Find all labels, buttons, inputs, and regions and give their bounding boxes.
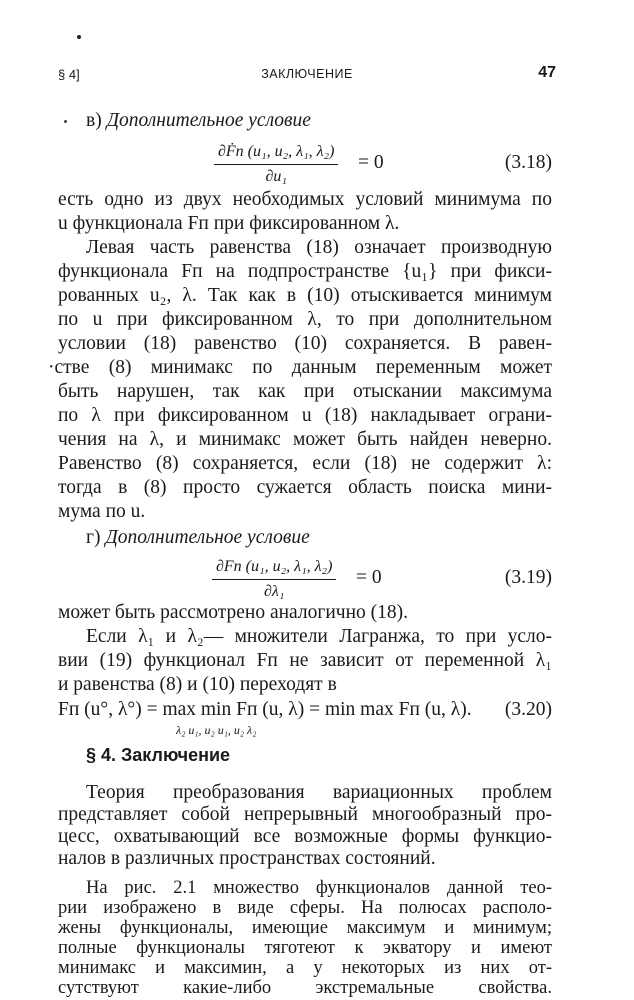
running-head-title: ЗАКЛЮЧЕНИЕ — [261, 67, 353, 81]
paragraph-2-line: тогда в (8) просто сужается область поиска мини- — [58, 477, 552, 498]
subsection-v-title: Дополнительное условие — [106, 110, 311, 131]
subsection-g-heading — [86, 526, 580, 550]
paragraph-6-line: полные функционалы тяготеют к экватору и имеют — [58, 938, 552, 958]
paragraph-6-line: сутствуют какие-либо экстремальные свойства. — [58, 978, 552, 998]
subsection-g-label: г) — [86, 527, 101, 548]
formula-3-18-rhs: = 0 — [358, 152, 384, 173]
formula-3-18 — [0, 142, 634, 192]
subsection-v-label: в) — [86, 110, 102, 131]
formula-3-18-denominator: ∂u₁ — [265, 168, 287, 185]
print-speck — [77, 35, 81, 39]
page-number: 47 — [538, 64, 556, 81]
formula-3-19-number: (3.19) — [504, 567, 552, 588]
formula-3-19-fraction — [212, 557, 336, 602]
formula-3-20-number: (3.20) — [504, 699, 552, 720]
formula-3-18-numerator: ∂Ḟп (u₁, u₂, λ₁, λ₂) — [214, 142, 338, 165]
margin-dot — [64, 120, 67, 123]
formula-3-20-subscripts: λ₂ u₁, u₂ u₁, u₂ λ₂ — [176, 723, 257, 737]
paragraph-6-line: жены функционалы, имеющие максимум и минимум; — [58, 918, 552, 938]
paragraph-2-line: мума по u. — [58, 501, 146, 522]
formula-3-19 — [0, 557, 634, 607]
formula-3-18-number: (3.18) — [504, 152, 552, 173]
paragraph-4-line: вии (19) функционал Fп не зависит от переменной λ₁ — [58, 650, 552, 671]
paragraph-6-line: рии изображено в виде сферы. На полюсах располо- — [58, 898, 552, 918]
paragraph-6-line: На рис. 2.1 множество функционалов данной тео- — [86, 878, 552, 898]
formula-3-19-denominator: ∂λ₁ — [264, 583, 285, 600]
paragraph-2-line: ·стве (8) минимакс по данным переменным может — [48, 357, 552, 378]
subsection-v-heading — [86, 109, 580, 133]
paragraph-2-line: условии (18) равенство (10) сохраняется. В равен- — [58, 333, 552, 354]
paragraph-1-line: u функционала Fп при фиксированном λ. — [58, 213, 400, 234]
running-head-section: § 4] — [58, 67, 80, 82]
paragraph-2-line: быть нарушен, так как при отыскании максимума — [58, 381, 552, 402]
formula-3-20 — [58, 699, 552, 745]
paragraph-5-line: налов в различных пространствах состояний. — [58, 848, 436, 869]
paragraph-4-line: Если λ₁ и λ₂— множители Лагранжа, то при усло- — [86, 626, 552, 647]
paragraph-2-line: Равенство (8) сохраняется, если (18) не содержит λ: — [58, 453, 552, 474]
paragraph-4-line: и равенства (8) и (10) переходят в — [58, 674, 337, 695]
paragraph-5-line: Теория преобразования вариационных проблем — [86, 782, 552, 803]
section-heading: § 4. Заключение — [86, 745, 231, 765]
paragraph-3: может быть рассмотрено аналогично (18). — [58, 602, 409, 623]
paragraph-2-line: Левая часть равенства (18) означает производную — [86, 237, 552, 258]
running-head — [58, 64, 556, 84]
paragraph-5-line: цесс, охватывающий все возможные формы функцио- — [58, 826, 552, 847]
paragraph-5-line: представляет собой непрерывный многообразный про- — [58, 804, 552, 825]
formula-3-18-fraction — [214, 142, 338, 187]
paragraph-2-line: по u при фиксированном λ, то при дополнительном — [58, 309, 552, 330]
paragraph-2-line: по λ при фиксированном u (18) накладывает ограни- — [58, 405, 552, 426]
paragraph-2-line: рованных u₂, λ. Так как в (10) отыскивается минимум — [58, 285, 552, 306]
paragraph-2-line: функционала Fп на подпространстве {u₁} при фикси- — [58, 261, 552, 282]
paragraph-1-line: есть одно из двух необходимых условий минимума по — [58, 189, 552, 210]
subsection-g-title: Дополнительное условие — [105, 527, 310, 548]
formula-3-19-rhs: = 0 — [356, 567, 382, 588]
paragraph-2-line: чения на λ, и минимакс может быть найден неверно. — [58, 429, 552, 450]
formula-3-20-expression: Fп (u°, λ°) = max min Fп (u, λ) = min max Fп (u, λ). — [58, 699, 472, 720]
formula-3-19-numerator: ∂Fп (u₁, u₂, λ₁, λ₂) — [212, 557, 336, 580]
paragraph-6-line: минимакс и максимин, а у некоторых из них от- — [58, 958, 552, 978]
